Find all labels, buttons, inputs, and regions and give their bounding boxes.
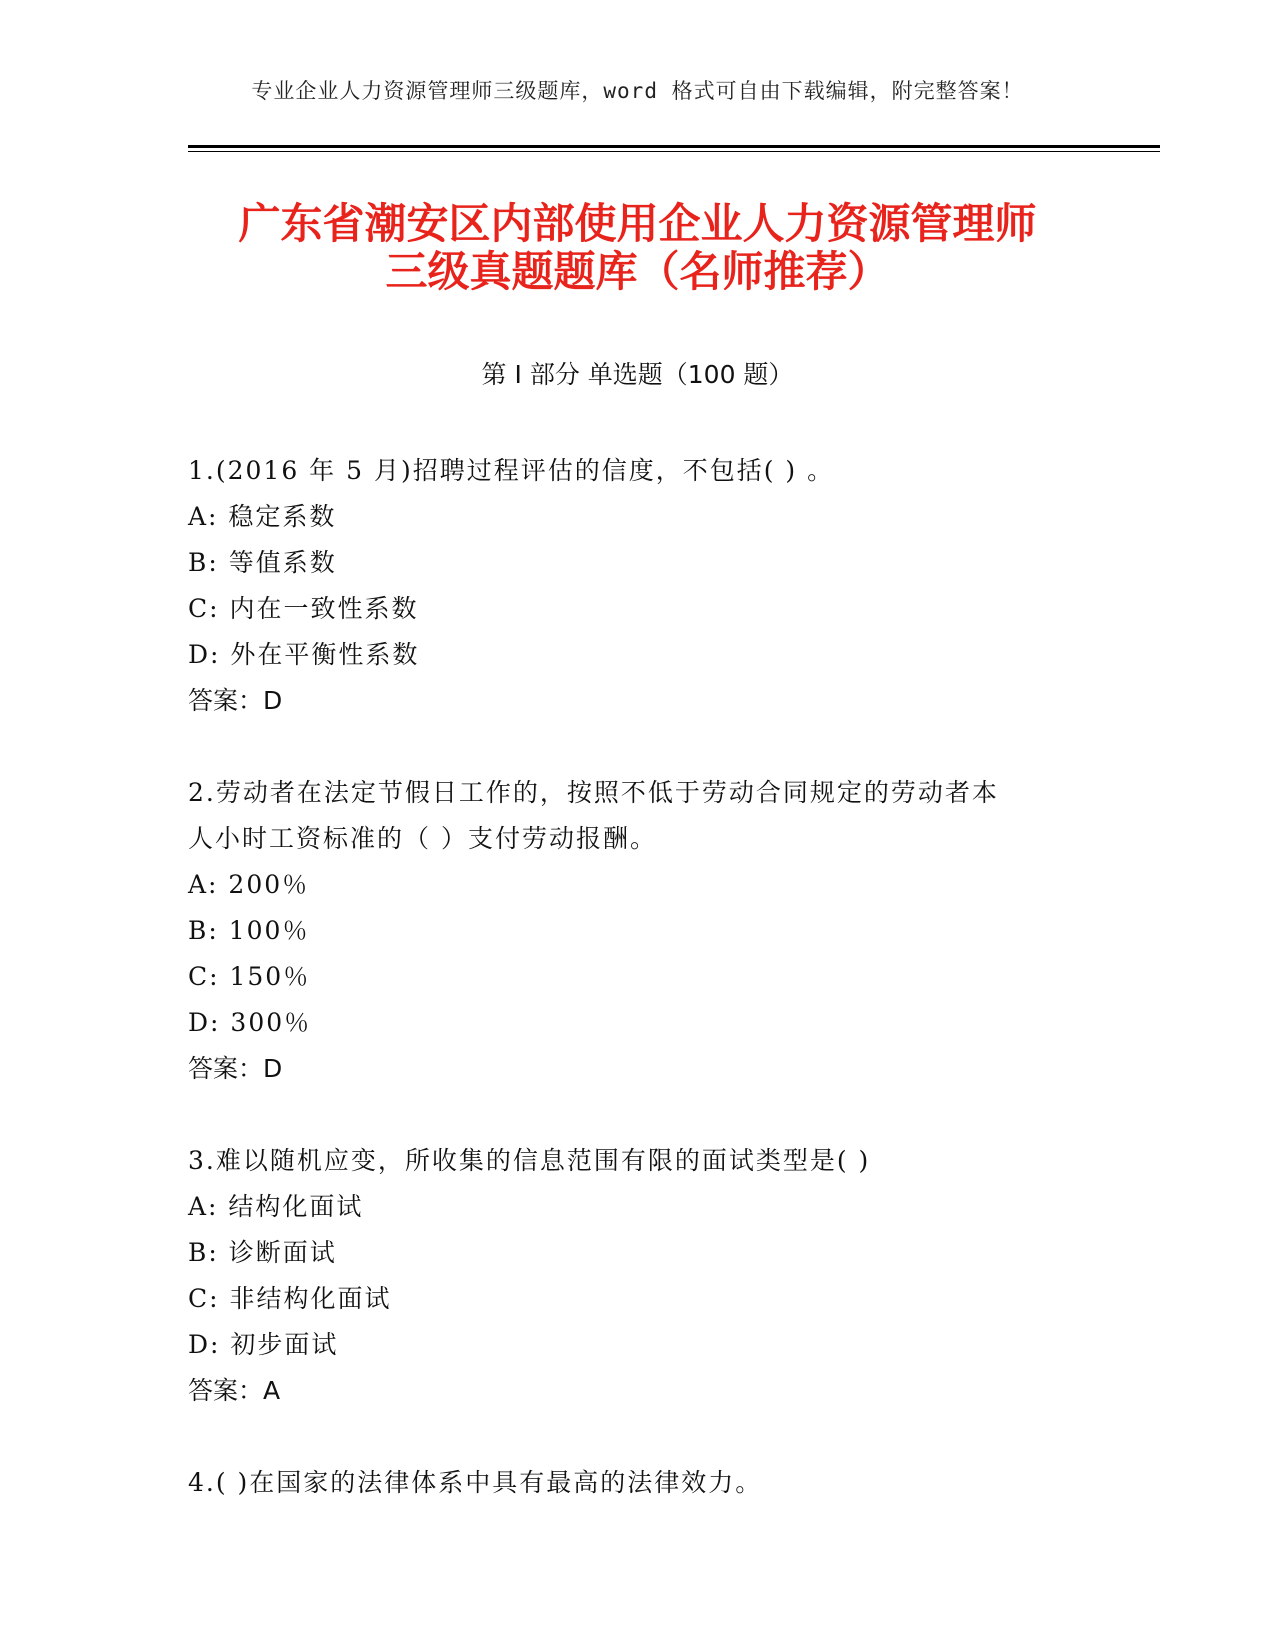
section-title: 第 I 部分 单选题（100 题） <box>481 360 794 389</box>
question-stem: 3.难以随机应变，所收集的信息范围有限的面试类型是( ) <box>188 1146 871 1175</box>
question-2 <box>188 770 1088 1092</box>
option-b: B: 等值系数 <box>188 548 337 577</box>
option-a: A: 结构化面试 <box>188 1192 364 1221</box>
question-1 <box>188 448 1088 724</box>
option-c: C: 150％ <box>188 962 311 991</box>
header-rule-thick <box>188 145 1160 148</box>
question-stem: 4.( )在国家的法律体系中具有最高的法律效力。 <box>188 1468 763 1497</box>
question-3 <box>188 1138 1088 1414</box>
header-rule-thin <box>188 151 1160 152</box>
answer: 答案：D <box>188 686 283 715</box>
option-d: D: 初步面试 <box>188 1330 339 1359</box>
option-a: A: 200％ <box>188 870 310 899</box>
document-title <box>150 200 1125 296</box>
title-line-1: 广东省潮安区内部使用企业人力资源管理师 <box>238 199 1037 248</box>
answer: 答案：D <box>188 1054 283 1083</box>
option-c: C: 非结构化面试 <box>188 1284 392 1313</box>
option-d: D: 300％ <box>188 1008 312 1037</box>
question-list <box>188 448 1088 1552</box>
question-stem: 1.(2016 年 5 月)招聘过程评估的信度，不包括( ) 。 <box>188 456 835 485</box>
option-b: B: 100％ <box>188 916 310 945</box>
question-4 <box>188 1460 1088 1506</box>
option-b: B: 诊断面试 <box>188 1238 337 1267</box>
option-a: A: 稳定系数 <box>188 502 337 531</box>
answer: 答案：A <box>188 1376 281 1405</box>
option-d: D: 外在平衡性系数 <box>188 640 420 669</box>
question-stem-line-2: 人小时工资标准的（ ）支付劳动报酬。 <box>188 824 657 853</box>
question-stem-line-1: 2.劳动者在法定节假日工作的，按照不低于劳动合同规定的劳动者本 <box>188 778 999 807</box>
header-note: 专业企业人力资源管理师三级题库，word 格式可自由下载编辑，附完整答案！ <box>251 79 1024 103</box>
option-c: C: 内在一致性系数 <box>188 594 419 623</box>
title-line-2: 三级真题题库（名师推荐） <box>385 247 890 296</box>
